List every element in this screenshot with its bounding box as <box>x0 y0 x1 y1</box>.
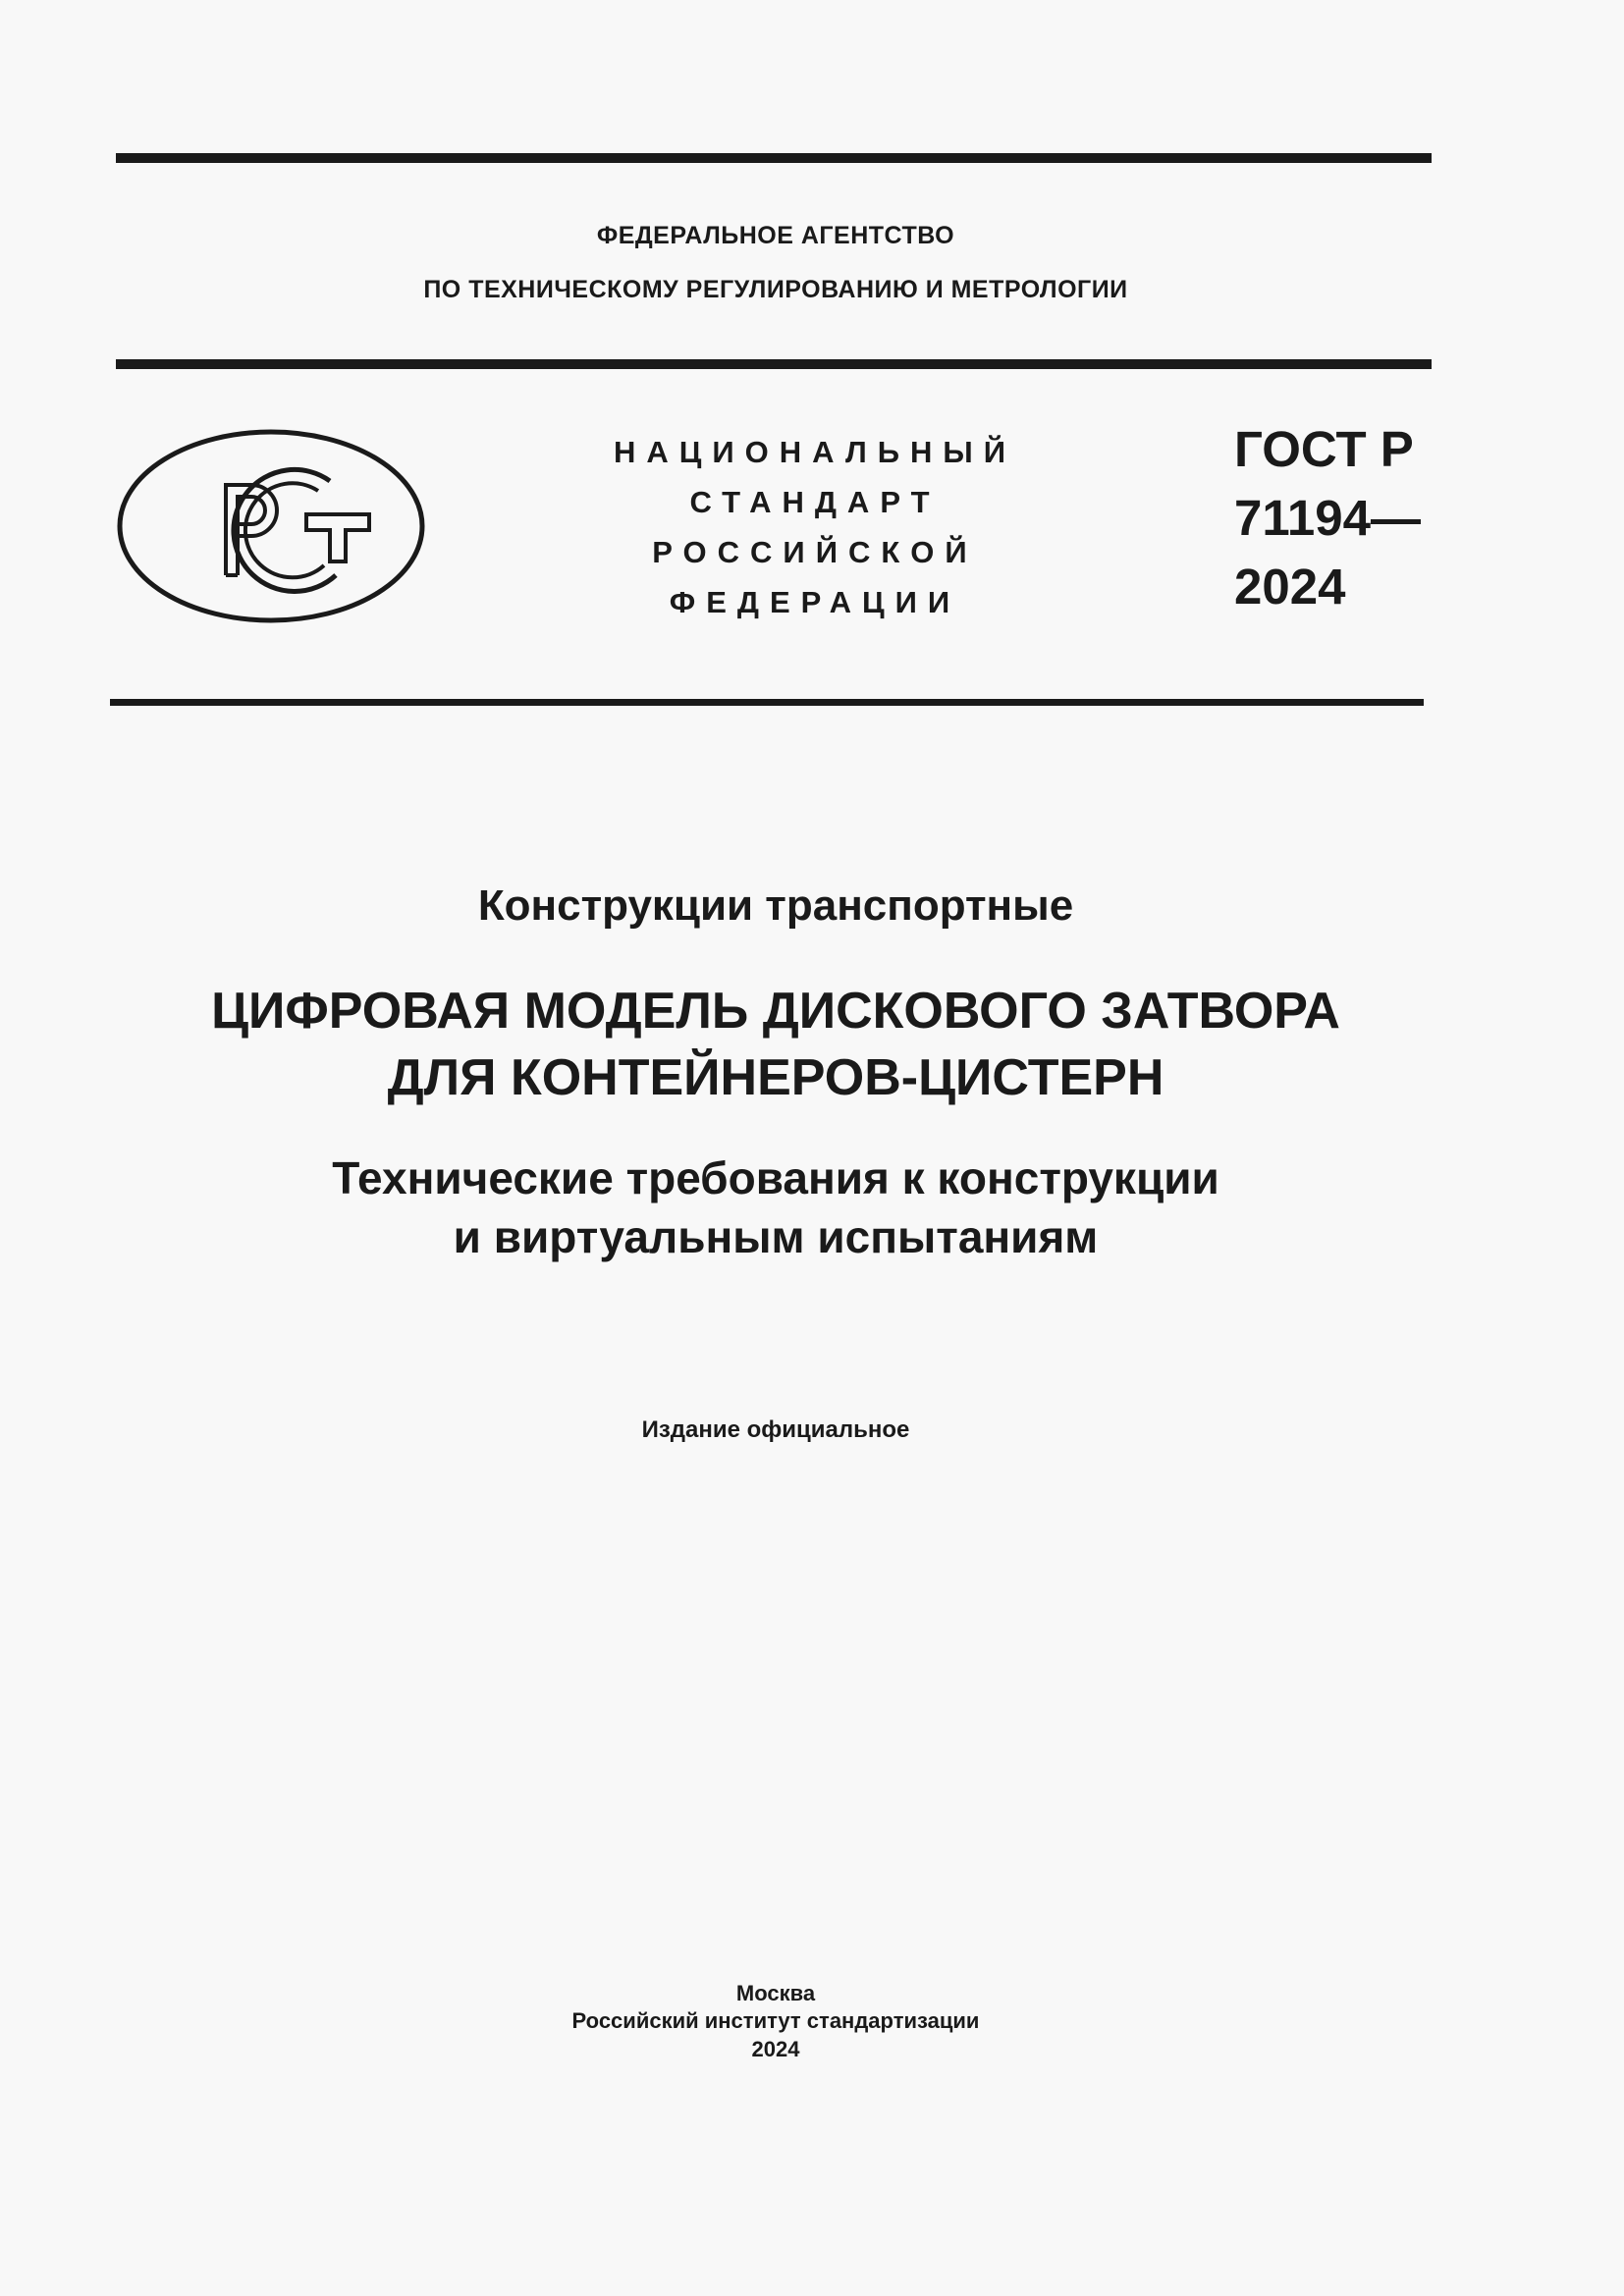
standard-designation-line-3: 2024 <box>1234 559 1346 614</box>
document-title-line-2: ДЛЯ КОНТЕЙНЕРОВ-ЦИСТЕРН <box>387 1049 1164 1106</box>
edition-label: Издание официальное <box>641 1416 910 1443</box>
national-standard-line-4: ФЕДЕРАЦИИ <box>669 585 961 619</box>
imprint-year: 2024 <box>751 2037 800 2061</box>
standard-designation-line-2: 71194— <box>1234 490 1422 546</box>
standard-designation-line-1: ГОСТ Р <box>1234 421 1414 477</box>
requirements-line-2: и виртуальным испытаниям <box>453 1211 1099 1262</box>
middle-rule <box>116 359 1432 369</box>
imprint-publisher: Российский институт стандартизации <box>571 2008 980 2033</box>
national-standard-line-1: НАЦИОНАЛЬНЫЙ <box>613 435 1017 469</box>
agency-name-line-1: ФЕДЕРАЛЬНОЕ АГЕНТСТВО <box>596 222 955 249</box>
requirements-line-1: Технические требования к конструкции <box>332 1152 1219 1203</box>
imprint-city: Москва <box>735 1981 816 2005</box>
document-title-line-1: ЦИФРОВАЯ МОДЕЛЬ ДИСКОВОГО ЗАТВОРА <box>211 983 1340 1040</box>
national-standard-line-2: СТАНДАРТ <box>689 485 941 519</box>
national-standard-line-3: РОССИЙСКОЙ <box>652 535 978 569</box>
document-subtitle: Конструкции транспортные <box>477 881 1074 930</box>
header-bottom-rule <box>110 699 1424 706</box>
rst-certification-mark-icon <box>116 428 426 624</box>
top-rule <box>116 153 1432 163</box>
agency-name-line-2: ПО ТЕХНИЧЕСКОМУ РЕГУЛИРОВАНИЮ И МЕТРОЛОГИИ <box>423 276 1128 303</box>
